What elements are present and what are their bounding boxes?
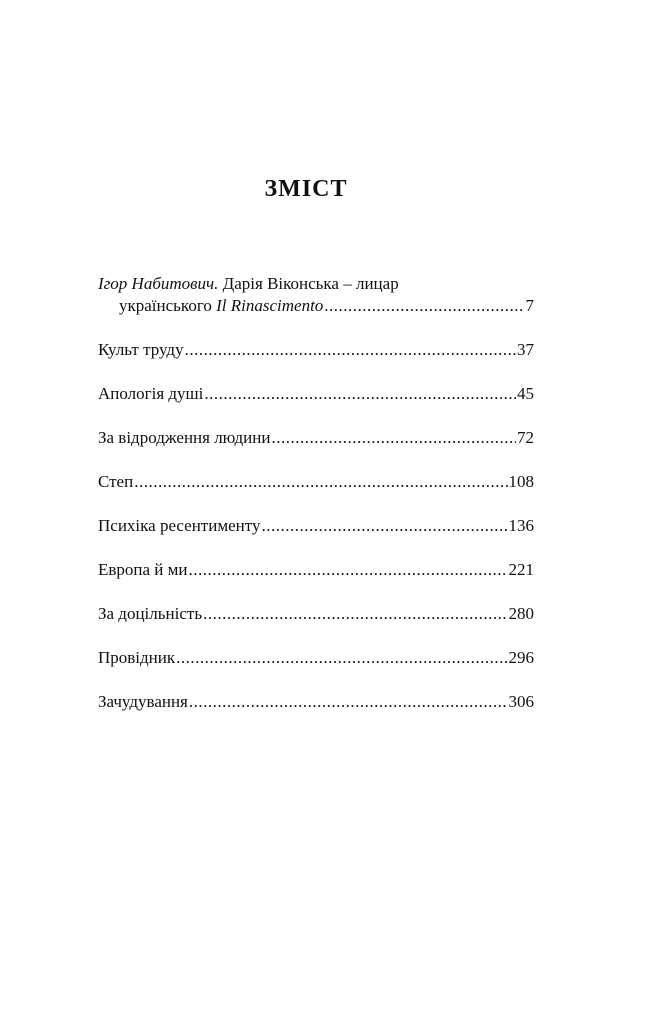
toc-entry-page: 280 [508, 604, 534, 623]
toc-entry-zachuduvannia [98, 691, 534, 713]
dot-leader [176, 647, 507, 669]
toc-entry-title: Культ труду [98, 340, 184, 359]
toc-entry-step [98, 471, 534, 493]
toc-entry-introduction [98, 273, 534, 317]
toc-entry-page: 45 [517, 384, 534, 403]
toc-entry-title-italic: Il Rinascimento [216, 296, 324, 315]
toc-entry-author: Ігор Набитович. [98, 274, 219, 293]
toc-entry-page: 296 [508, 648, 534, 667]
dot-leader [189, 691, 508, 713]
dot-leader [271, 427, 516, 449]
dot-leader [261, 515, 507, 537]
toc-entry-page: 221 [508, 560, 534, 579]
toc-entry-page: 136 [508, 516, 534, 535]
toc-entry-apolohiia-dushi [98, 383, 534, 405]
toc-entry-kult-trudu [98, 339, 534, 361]
toc-entry-psykhika-resentymentu [98, 515, 534, 537]
toc-entry-title-plain: українського [119, 296, 212, 315]
dot-leader [203, 603, 507, 625]
toc-entry-title: За відродження людини [98, 428, 271, 447]
toc-entry-za-vidrodzhennia [98, 427, 534, 449]
table-of-contents [98, 273, 534, 735]
toc-entry-title: Зачудування [98, 692, 188, 711]
toc-entry-page: 108 [508, 472, 534, 491]
toc-entry-evropa-i-my [98, 559, 534, 581]
toc-entry-title-continued [119, 295, 323, 317]
toc-entry-providnyk [98, 647, 534, 669]
toc-entry-za-dotsilnist [98, 603, 534, 625]
toc-entry-title: Психіка ресентименту [98, 516, 261, 535]
toc-entry-second-line [98, 295, 534, 317]
toc-entry-page: 72 [517, 428, 534, 447]
dot-leader [204, 383, 516, 405]
toc-entry-title: Апологія душі [98, 384, 204, 403]
dot-leader [185, 339, 516, 361]
dot-leader [324, 295, 524, 317]
toc-entry-title: Дарія Віконська – лицар [222, 274, 399, 293]
toc-entry-first-line [98, 273, 534, 295]
toc-entry-page: 37 [517, 340, 534, 359]
toc-entry-page: 306 [508, 692, 534, 711]
dot-leader [134, 471, 507, 493]
page-title: ЗМІСТ [264, 176, 348, 202]
toc-entry-page: 7 [525, 296, 534, 315]
toc-entry-title: Провідник [98, 648, 176, 667]
toc-entry-title: За доцільність [98, 604, 203, 623]
dot-leader [189, 559, 508, 581]
toc-entry-title: Степ [98, 472, 134, 491]
toc-entry-title: Европа й ми [98, 560, 188, 579]
